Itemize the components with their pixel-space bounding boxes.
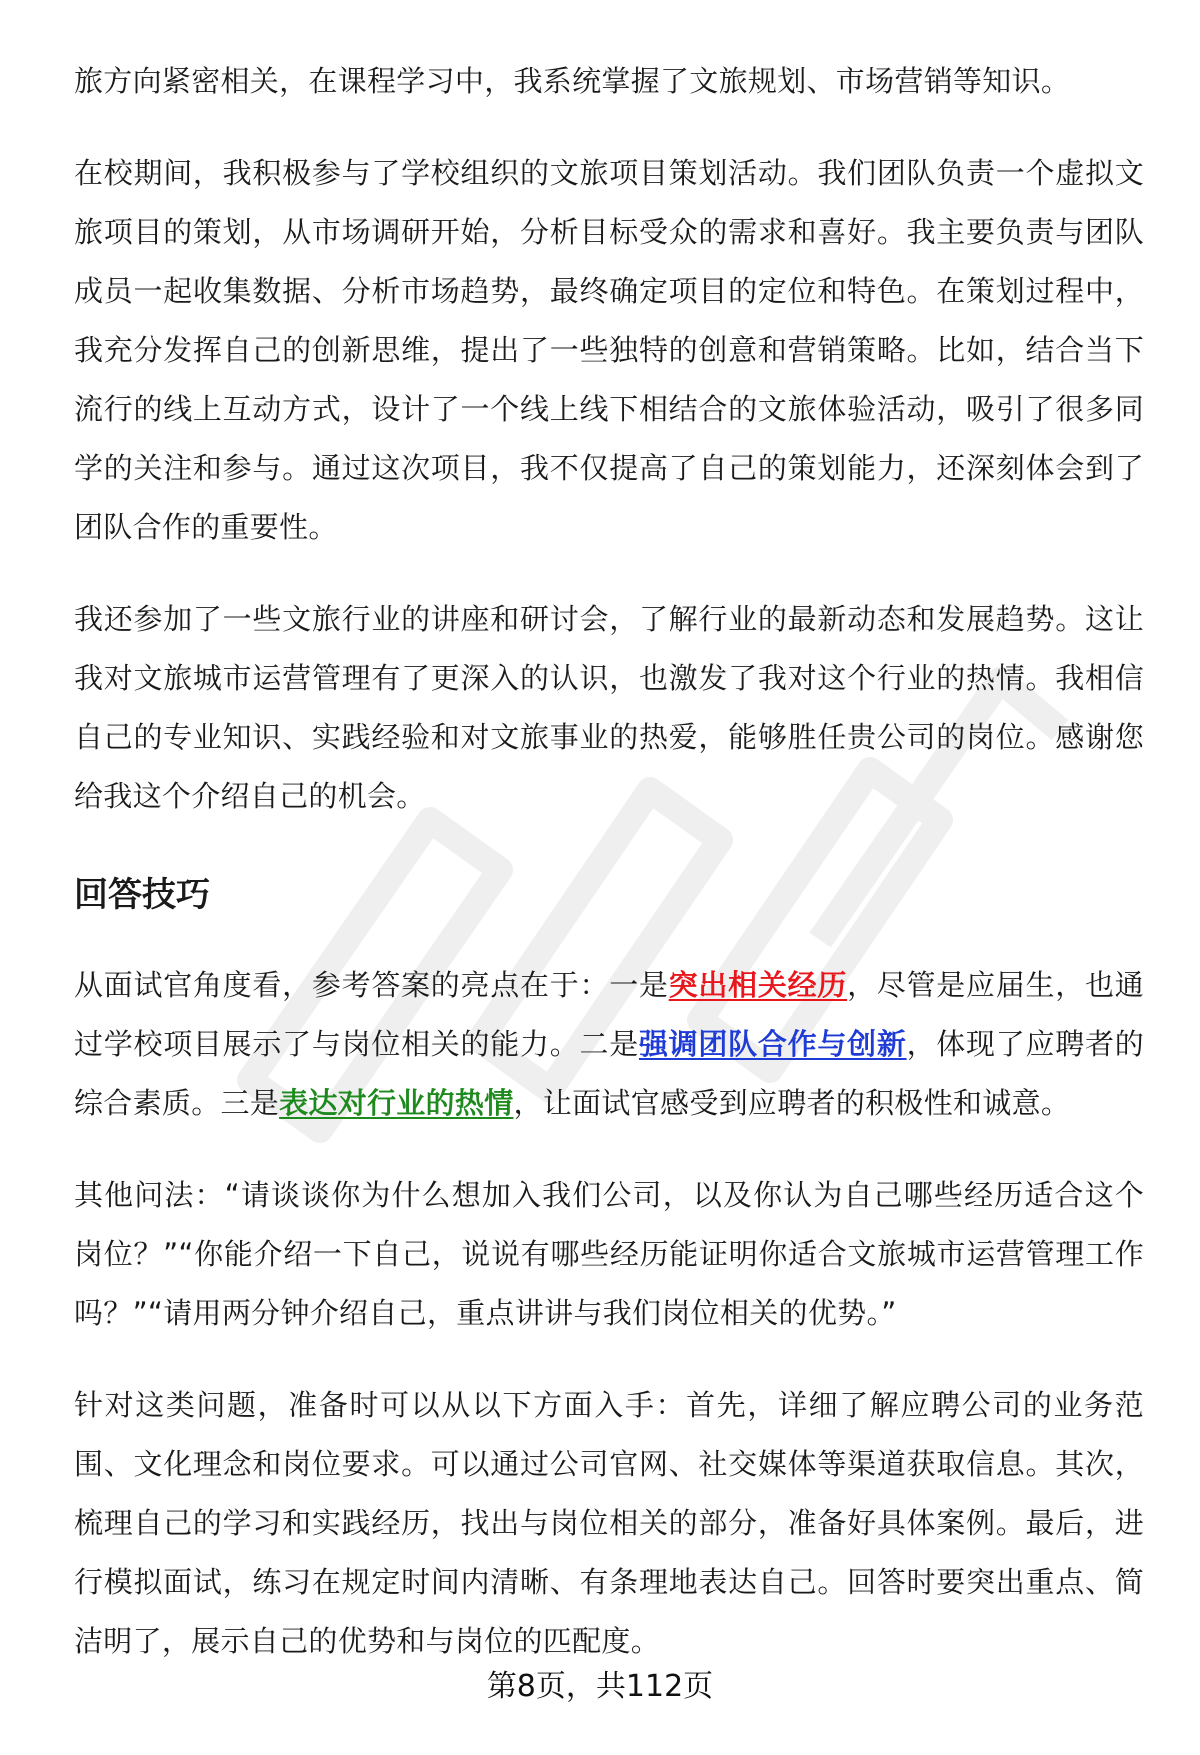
tips-text-1: 从面试官角度看，参考答案的亮点在于：一是 bbox=[74, 968, 669, 1002]
paragraph-other-questions: 其他问法：“请谈谈你为什么想加入我们公司，以及你认为自己哪些经历适合这个岗位？”“你能介绍一下自己，说说有哪些经历能证明你适合文旅城市运营管理工作吗？”“请用两分钟介绍自己，重点讲讲与我们岗位相关的优势。” bbox=[74, 1178, 1144, 1330]
paragraph-campus-project: 在校期间，我积极参与了学校组织的文旅项目策划活动。我们团队负责一个虚拟文旅项目的策划，从市场调研开始，分析目标受众的需求和喜好。我主要负责与团队成员一起收集数据、分析市场趋势，最终确定项目的定位和特色。在策划过程中，我充分发挥自己的创新思维，提出了一些独特的创意和营销策略。比如，结合当下流行的线上互动方式，设计了一个线上线下相结合的文旅体验活动，吸引了很多同学的关注和参与。通过这次项目，我不仅提高了自己的策划能力，还深刻体会到了团队合作的重要性。 bbox=[74, 156, 1144, 544]
highlight-teamwork-innovation: 强调团队合作与创新 bbox=[638, 1027, 907, 1061]
page-number: 第8页，共112页 bbox=[486, 1669, 714, 1704]
tips-text-3: ，体现了应聘者的综合素质。三是 bbox=[74, 1027, 1145, 1120]
section-heading: 回答技巧 bbox=[74, 875, 210, 915]
paragraph-preparation: 针对这类问题，准备时可以从以下方面入手：首先，详细了解应聘公司的业务范围、文化理念和岗位要求。可以通过公司官网、社交媒体等渠道获取信息。其次，梳理自己的学习和实践经历，找出与岗位相关的部分，准备好具体案例。最后，进行模拟面试，练习在规定时间内清晰、有条理地表达自己。回答时要突出重点、简洁明了，展示自己的优势和与岗位的匹配度。 bbox=[74, 1388, 1144, 1658]
highlight-relevant-experience: 突出相关经历 bbox=[668, 968, 848, 1002]
paragraph-industry-events: 我还参加了一些文旅行业的讲座和研讨会，了解行业的最新动态和发展趋势。这让我对文旅城市运营管理有了更深入的认识，也激发了我对这个行业的热情。我相信自己的专业知识、实践经验和对文旅事业的热爱，能够胜任贵公司的岗位。感谢您给我这个介绍自己的机会。 bbox=[74, 602, 1144, 813]
paragraph-intro-continued: 旅方向紧密相关，在课程学习中，我系统掌握了文旅规划、市场营销等知识。 bbox=[74, 64, 1071, 98]
highlight-industry-passion: 表达对行业的热情 bbox=[279, 1086, 514, 1120]
document-body bbox=[74, 52, 1144, 1704]
tips-text-2: ，尽管是应届生，也通过学校项目展示了与岗位相关的能力。二是 bbox=[74, 968, 1144, 1061]
paragraph-answer-tips bbox=[74, 956, 1144, 1133]
tips-text-4: ，让面试官感受到应聘者的积极性和诚意。 bbox=[513, 1086, 1071, 1120]
